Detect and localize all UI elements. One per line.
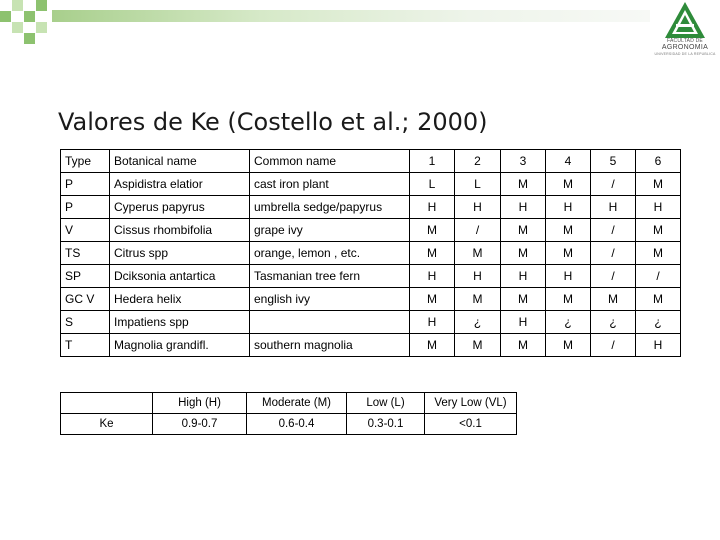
cell-rating-4: M — [546, 288, 591, 311]
ke-header-very-low: Very Low (VL) — [425, 393, 517, 414]
header-botanical-name: Botanical name — [110, 150, 250, 173]
cell-botanical-name: Hedera helix — [110, 288, 250, 311]
cell-rating-2: ¿ — [455, 311, 501, 334]
decor-square — [36, 22, 47, 33]
cell-rating-3: M — [501, 288, 546, 311]
logo-text-line1: FACULTAD DE — [667, 38, 703, 44]
ke-header-low: Low (L) — [347, 393, 425, 414]
table-row — [61, 265, 681, 288]
cell-rating-5: / — [591, 219, 636, 242]
header-col-1: 1 — [410, 150, 455, 173]
ke-values-table — [60, 392, 517, 435]
cell-botanical-name: Cissus rhombifolia — [110, 219, 250, 242]
cell-rating-1: H — [410, 265, 455, 288]
cell-type: S — [61, 311, 110, 334]
cell-type: P — [61, 173, 110, 196]
header-type: Type — [61, 150, 110, 173]
cell-rating-6: M — [636, 219, 681, 242]
header-col-4: 4 — [546, 150, 591, 173]
cell-rating-2: M — [455, 288, 501, 311]
table-body — [61, 173, 681, 357]
cell-botanical-name: Cyperus papyrus — [110, 196, 250, 219]
table-row — [61, 196, 681, 219]
table-row — [61, 242, 681, 265]
cell-rating-2: M — [455, 334, 501, 357]
cell-rating-6: ¿ — [636, 311, 681, 334]
cell-rating-3: M — [501, 173, 546, 196]
cell-rating-4: H — [546, 196, 591, 219]
cell-rating-1: H — [410, 196, 455, 219]
cell-rating-1: M — [410, 219, 455, 242]
cell-rating-1: M — [410, 242, 455, 265]
cell-rating-1: M — [410, 288, 455, 311]
cell-botanical-name: Magnolia grandifl. — [110, 334, 250, 357]
cell-common-name — [250, 311, 410, 334]
cell-rating-6: M — [636, 173, 681, 196]
table-header-row — [61, 150, 681, 173]
ke-value-row — [61, 414, 517, 435]
header-col-5: 5 — [591, 150, 636, 173]
cell-rating-3: M — [501, 219, 546, 242]
header-col-6: 6 — [636, 150, 681, 173]
table-row — [61, 288, 681, 311]
ke-value-moderate: 0.6-0.4 — [247, 414, 347, 435]
cell-rating-1: L — [410, 173, 455, 196]
cell-common-name: southern magnolia — [250, 334, 410, 357]
cell-type: SP — [61, 265, 110, 288]
decor-square — [0, 11, 11, 22]
cell-common-name: umbrella sedge/papyrus — [250, 196, 410, 219]
decorative-header-band — [0, 0, 660, 48]
ke-header-row — [61, 393, 517, 414]
cell-rating-4: M — [546, 173, 591, 196]
cell-rating-1: M — [410, 334, 455, 357]
cell-botanical-name: Impatiens spp — [110, 311, 250, 334]
logo-a-icon — [665, 2, 705, 38]
cell-rating-2: / — [455, 219, 501, 242]
ke-header-empty — [61, 393, 153, 414]
cell-rating-4: M — [546, 242, 591, 265]
cell-type: TS — [61, 242, 110, 265]
header-common-name: Common name — [250, 150, 410, 173]
ke-value-low: 0.3-0.1 — [347, 414, 425, 435]
header-col-2: 2 — [455, 150, 501, 173]
faculty-logo — [650, 2, 720, 64]
cell-rating-5: H — [591, 196, 636, 219]
decor-square — [24, 11, 35, 22]
cell-rating-6: M — [636, 242, 681, 265]
cell-rating-5: / — [591, 334, 636, 357]
cell-botanical-name: Dciksonia antartica — [110, 265, 250, 288]
logo-text-line3: UNIVERSIDAD DE LA REPUBLICA — [654, 52, 716, 56]
cell-type: T — [61, 334, 110, 357]
decor-square — [24, 33, 35, 44]
cell-rating-3: M — [501, 334, 546, 357]
decor-gradient-bar — [52, 10, 650, 22]
cell-common-name: english ivy — [250, 288, 410, 311]
cell-rating-5: / — [591, 173, 636, 196]
cell-botanical-name: Aspidistra elatior — [110, 173, 250, 196]
cell-rating-6: M — [636, 288, 681, 311]
decor-square — [12, 22, 23, 33]
cell-type: GC V — [61, 288, 110, 311]
cell-common-name: Tasmanian tree fern — [250, 265, 410, 288]
cell-rating-5: ¿ — [591, 311, 636, 334]
cell-rating-1: H — [410, 311, 455, 334]
cell-common-name: cast iron plant — [250, 173, 410, 196]
cell-rating-2: H — [455, 196, 501, 219]
cell-rating-3: H — [501, 311, 546, 334]
logo-text-line2: AGRONOMIA — [661, 44, 709, 51]
cell-rating-4: H — [546, 265, 591, 288]
cell-rating-5: / — [591, 242, 636, 265]
cell-rating-2: L — [455, 173, 501, 196]
cell-rating-5: M — [591, 288, 636, 311]
ke-label: Ke — [61, 414, 153, 435]
table-row — [61, 173, 681, 196]
cell-type: V — [61, 219, 110, 242]
cell-rating-5: / — [591, 265, 636, 288]
cell-type: P — [61, 196, 110, 219]
cell-rating-6: H — [636, 334, 681, 357]
decor-square — [36, 0, 47, 11]
cell-rating-4: ¿ — [546, 311, 591, 334]
cell-common-name: grape ivy — [250, 219, 410, 242]
cell-rating-6: H — [636, 196, 681, 219]
ke-species-table — [60, 149, 681, 357]
cell-rating-2: H — [455, 265, 501, 288]
cell-rating-3: M — [501, 242, 546, 265]
header-col-3: 3 — [501, 150, 546, 173]
table-row — [61, 219, 681, 242]
ke-value-very-low: <0.1 — [425, 414, 517, 435]
cell-rating-3: H — [501, 265, 546, 288]
slide-title: Valores de Ke (Costello et al.; 2000) — [58, 108, 488, 136]
decor-square — [12, 0, 23, 11]
cell-rating-3: H — [501, 196, 546, 219]
cell-rating-4: M — [546, 219, 591, 242]
cell-common-name: orange, lemon , etc. — [250, 242, 410, 265]
ke-value-high: 0.9-0.7 — [153, 414, 247, 435]
ke-header-high: High (H) — [153, 393, 247, 414]
cell-rating-6: / — [636, 265, 681, 288]
cell-rating-4: M — [546, 334, 591, 357]
ke-header-moderate: Moderate (M) — [247, 393, 347, 414]
cell-rating-2: M — [455, 242, 501, 265]
cell-botanical-name: Citrus spp — [110, 242, 250, 265]
table-row — [61, 311, 681, 334]
table-row — [61, 334, 681, 357]
